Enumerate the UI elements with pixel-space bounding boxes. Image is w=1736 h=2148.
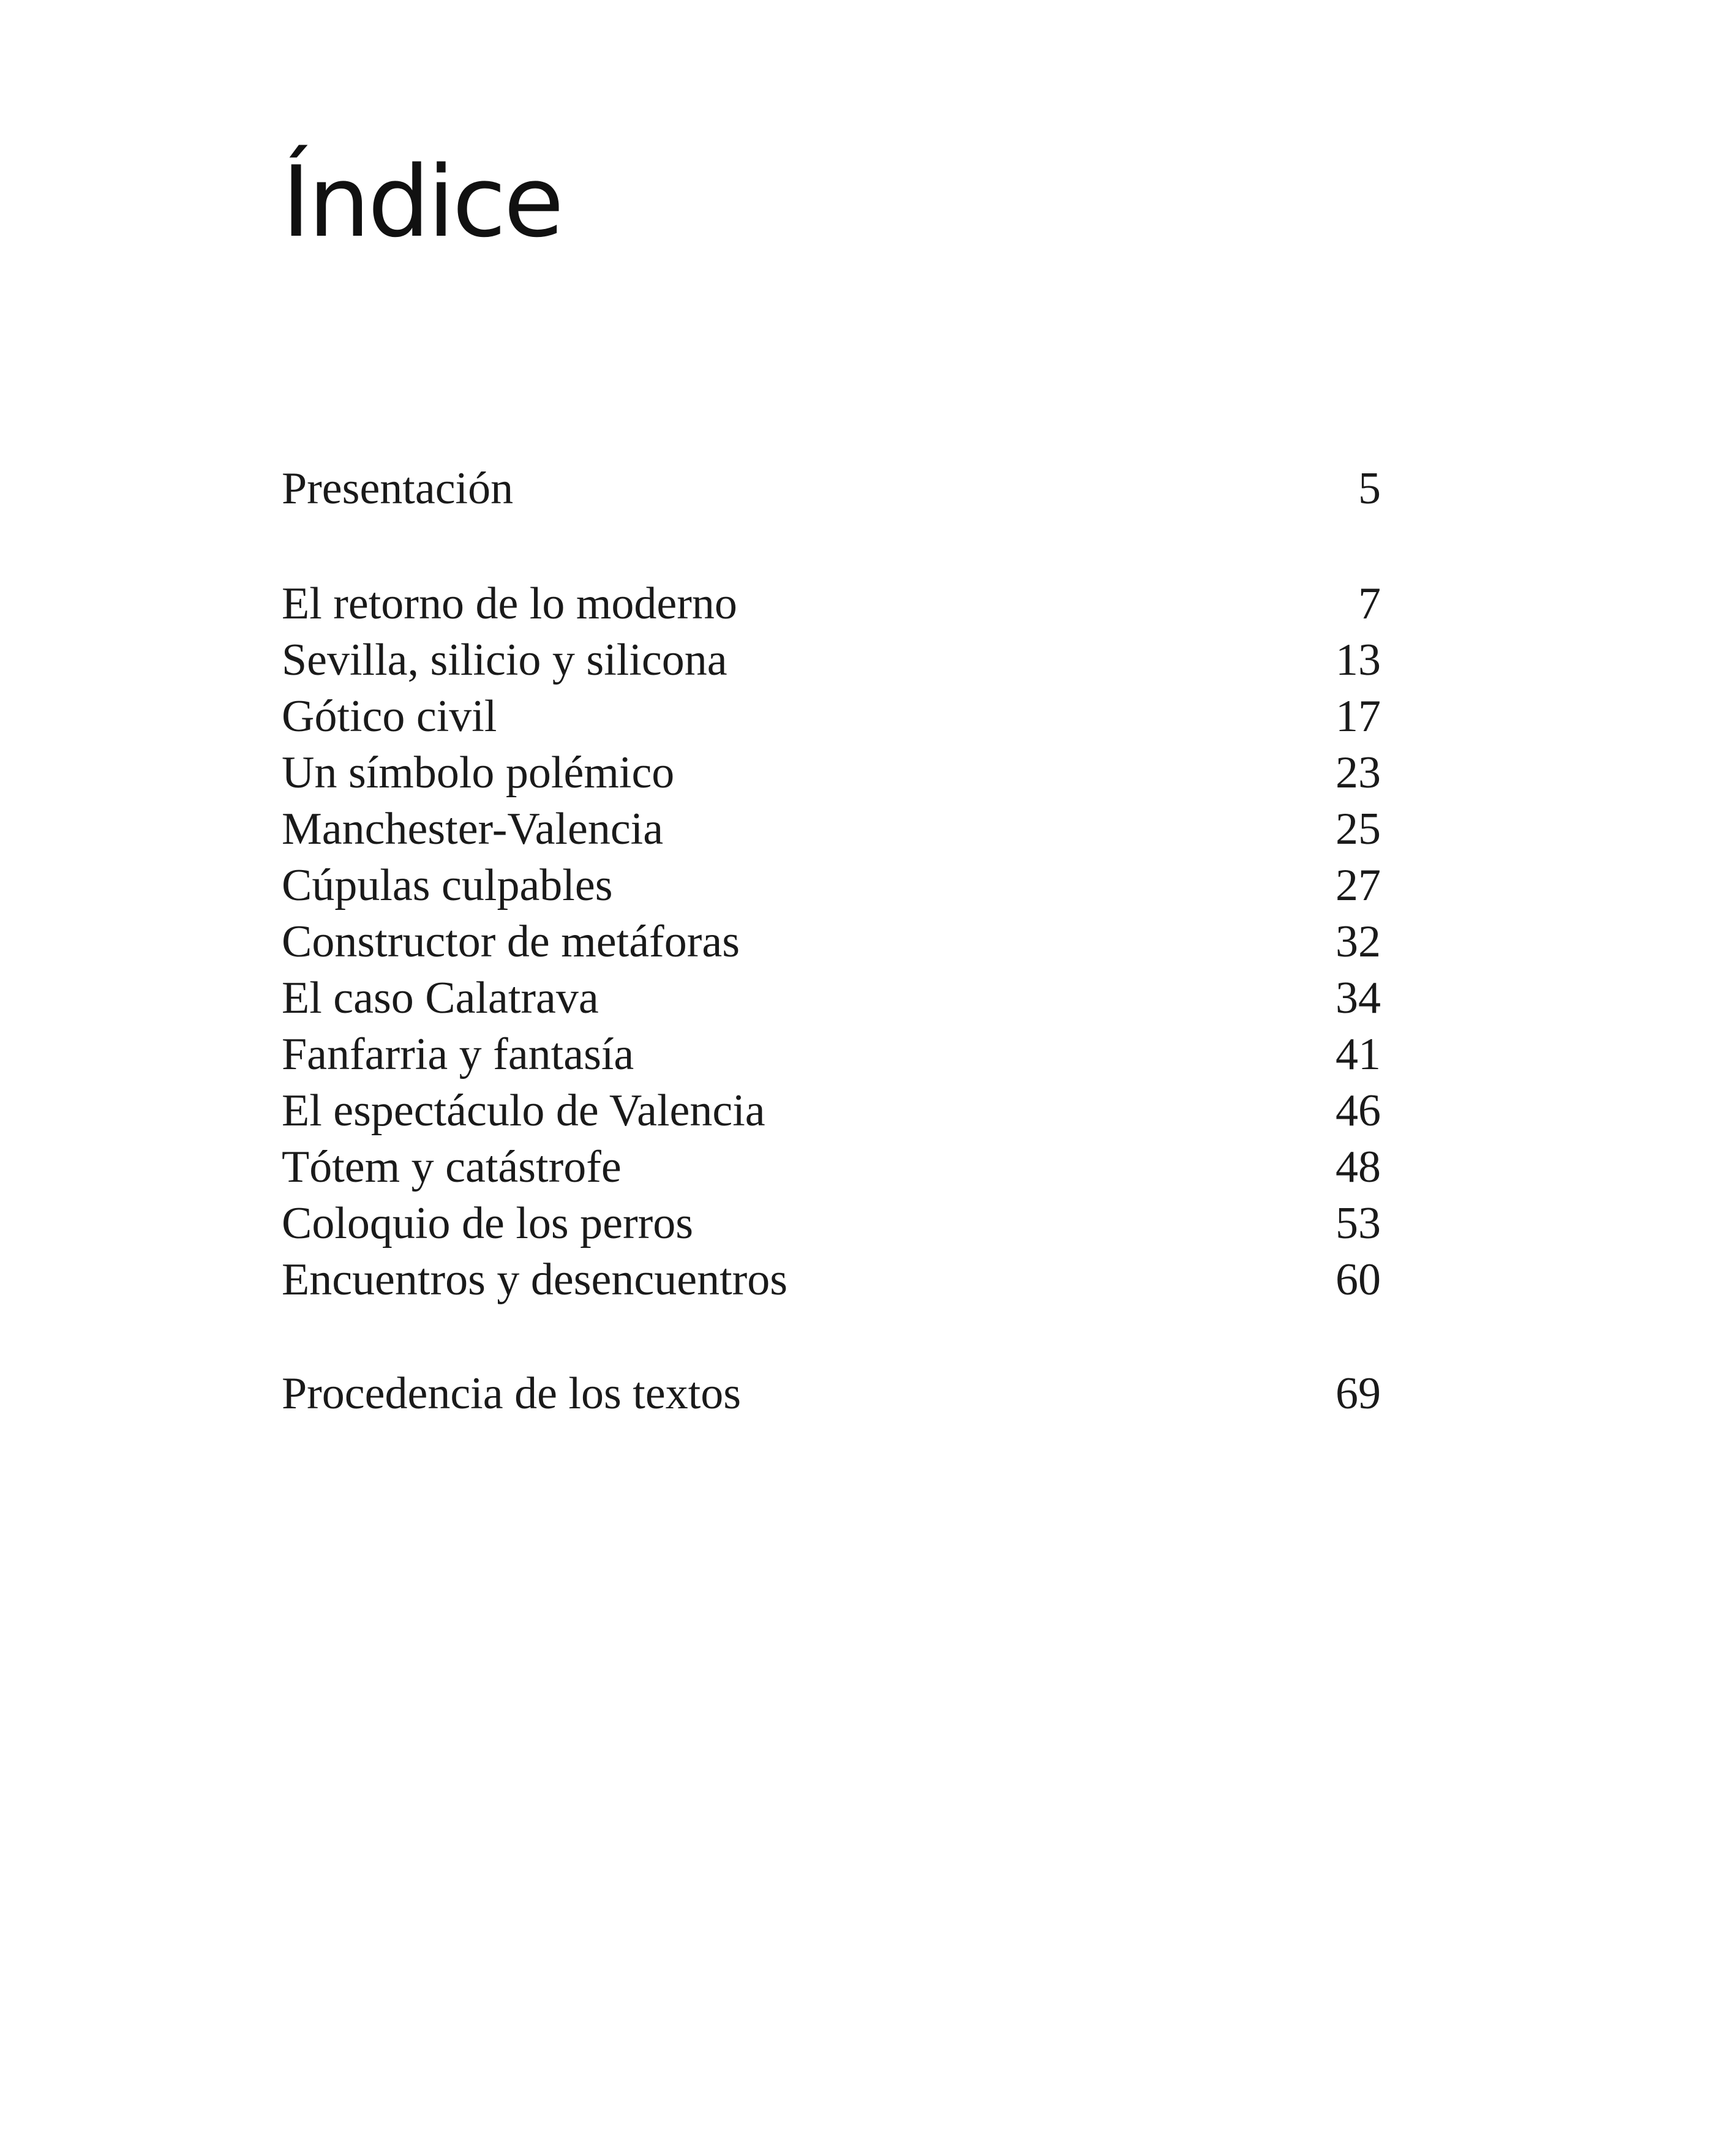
- toc-entry-title: Fanfarria y fantasía: [282, 1029, 634, 1080]
- toc-entry-title: Procedencia de los textos: [282, 1369, 742, 1419]
- toc-entry-title: Gótico civil: [282, 691, 497, 742]
- toc-entry[interactable]: [282, 1083, 1381, 1139]
- toc-entry[interactable]: [282, 1195, 1381, 1252]
- toc-entry[interactable]: [282, 460, 1381, 517]
- toc-entry-page-number: 53: [1336, 1198, 1381, 1249]
- toc-entry[interactable]: [282, 688, 1381, 745]
- toc-entry[interactable]: [282, 576, 1381, 632]
- toc-entry-page-number: 32: [1336, 917, 1381, 967]
- toc-entry-title: Tótem y catástrofe: [282, 1142, 622, 1192]
- toc-entry-page-number: 69: [1336, 1369, 1381, 1419]
- toc-entry-title: Constructor de metáforas: [282, 917, 740, 967]
- toc-entry-page-number: 34: [1336, 973, 1381, 1023]
- toc-entry-page-number: 23: [1336, 748, 1381, 798]
- toc-entry[interactable]: [282, 1139, 1381, 1195]
- toc-entry-page-number: 46: [1336, 1086, 1381, 1136]
- toc-entry-page-number: 17: [1336, 691, 1381, 742]
- toc-entry[interactable]: [282, 1026, 1381, 1083]
- toc-entry-title: Manchester-Valencia: [282, 804, 664, 854]
- toc-entry-page-number: 25: [1336, 804, 1381, 854]
- toc-entry-title: Cúpulas culpables: [282, 860, 613, 911]
- toc-entry-title: Coloquio de los perros: [282, 1198, 694, 1249]
- toc-entry[interactable]: [282, 801, 1381, 857]
- toc-entry-title: Un símbolo polémico: [282, 748, 675, 798]
- toc-entry-page-number: 60: [1336, 1255, 1381, 1305]
- toc-entry[interactable]: [282, 632, 1381, 688]
- toc-entry-page-number: 13: [1336, 635, 1381, 685]
- toc-entry-title: Presentación: [282, 464, 514, 514]
- toc-entry[interactable]: [282, 1365, 1381, 1422]
- toc-entry[interactable]: [282, 970, 1381, 1026]
- toc-entry-page-number: 7: [1358, 579, 1381, 629]
- toc-entry[interactable]: [282, 914, 1381, 970]
- toc-entry-page-number: 48: [1336, 1142, 1381, 1192]
- toc-entry-page-number: 27: [1336, 860, 1381, 911]
- toc-entry-title: El caso Calatrava: [282, 973, 599, 1023]
- toc-entry[interactable]: [282, 745, 1381, 801]
- toc-entry-title: El retorno de lo moderno: [282, 579, 737, 629]
- toc-entry[interactable]: [282, 1252, 1381, 1308]
- toc-entry-title: Sevilla, silicio y silicona: [282, 635, 727, 685]
- page-title: Índice: [282, 145, 562, 259]
- toc-entry-page-number: 41: [1336, 1029, 1381, 1080]
- toc-entry-title: El espectáculo de Valencia: [282, 1086, 765, 1136]
- toc-entry-page-number: 5: [1358, 464, 1381, 514]
- toc-entry-title: Encuentros y desencuentros: [282, 1255, 788, 1305]
- toc-entry[interactable]: [282, 857, 1381, 914]
